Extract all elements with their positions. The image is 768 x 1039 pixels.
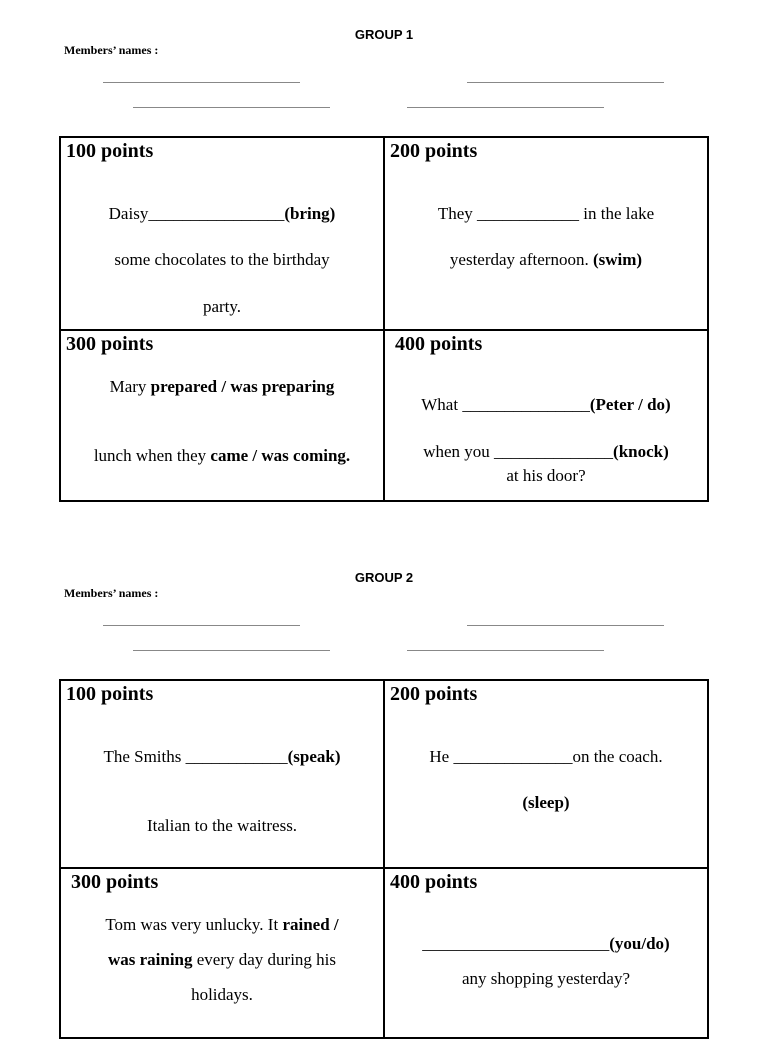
points-label: 300 points bbox=[71, 871, 159, 893]
group-1-question-grid bbox=[59, 136, 709, 502]
points-label: 400 points bbox=[390, 871, 478, 893]
name-blank-line bbox=[467, 82, 664, 83]
question-cell-400 bbox=[384, 330, 708, 501]
question-line: lunch when they came / was coming. bbox=[93, 446, 351, 465]
question-cell-300 bbox=[60, 868, 384, 1038]
question-line: What _______________(Peter / do) bbox=[421, 395, 671, 414]
question-cell-200 bbox=[384, 680, 708, 868]
question-line: Tom was very unlucky. It rained / bbox=[105, 915, 339, 934]
points-label: 200 points bbox=[390, 140, 478, 162]
question-line: The Smiths ____________(speak) bbox=[103, 747, 341, 766]
points-label: 400 points bbox=[395, 333, 483, 355]
question-line: some chocolates to the birthday bbox=[114, 250, 330, 269]
name-blank-line bbox=[133, 107, 330, 108]
question-line: ______________________(you/do) bbox=[422, 934, 670, 953]
question-line: Daisy________________(bring) bbox=[108, 204, 336, 223]
question-line: yesterday afternoon. (swim) bbox=[449, 250, 643, 269]
name-blank-line bbox=[407, 107, 604, 108]
name-blank-line bbox=[133, 650, 330, 651]
question-line: (sleep) bbox=[522, 793, 570, 812]
members-names-label: Members’ names : bbox=[64, 586, 159, 600]
name-blank-line bbox=[103, 82, 300, 83]
question-line: was raining every day during his bbox=[107, 950, 337, 969]
name-blank-line bbox=[467, 625, 664, 626]
group-2-question-grid bbox=[59, 679, 709, 1039]
question-line: He ______________on the coach. bbox=[429, 747, 663, 766]
question-cell-300 bbox=[60, 330, 384, 501]
question-line: when you ______________(knock) bbox=[423, 442, 669, 461]
question-line: Italian to the waitress. bbox=[146, 816, 298, 835]
name-blank-line bbox=[407, 650, 604, 651]
group-1-title: GROUP 1 bbox=[354, 27, 414, 42]
question-line: any shopping yesterday? bbox=[461, 969, 631, 988]
points-label: 100 points bbox=[66, 140, 154, 162]
question-cell-100 bbox=[60, 680, 384, 868]
question-cell-100 bbox=[60, 137, 384, 330]
points-label: 100 points bbox=[66, 683, 154, 705]
question-line: They ____________ in the lake bbox=[437, 204, 655, 223]
question-line: at his door? bbox=[506, 466, 586, 485]
name-blank-line bbox=[103, 625, 300, 626]
points-label: 300 points bbox=[66, 333, 154, 355]
question-line: Mary prepared / was preparing bbox=[109, 377, 335, 396]
question-cell-400 bbox=[384, 868, 708, 1038]
points-label: 200 points bbox=[390, 683, 478, 705]
members-names-label: Members’ names : bbox=[64, 43, 159, 57]
group-2-title: GROUP 2 bbox=[354, 570, 414, 585]
question-line: party. bbox=[202, 297, 242, 316]
question-line: holidays. bbox=[191, 985, 253, 1004]
question-cell-200 bbox=[384, 137, 708, 330]
